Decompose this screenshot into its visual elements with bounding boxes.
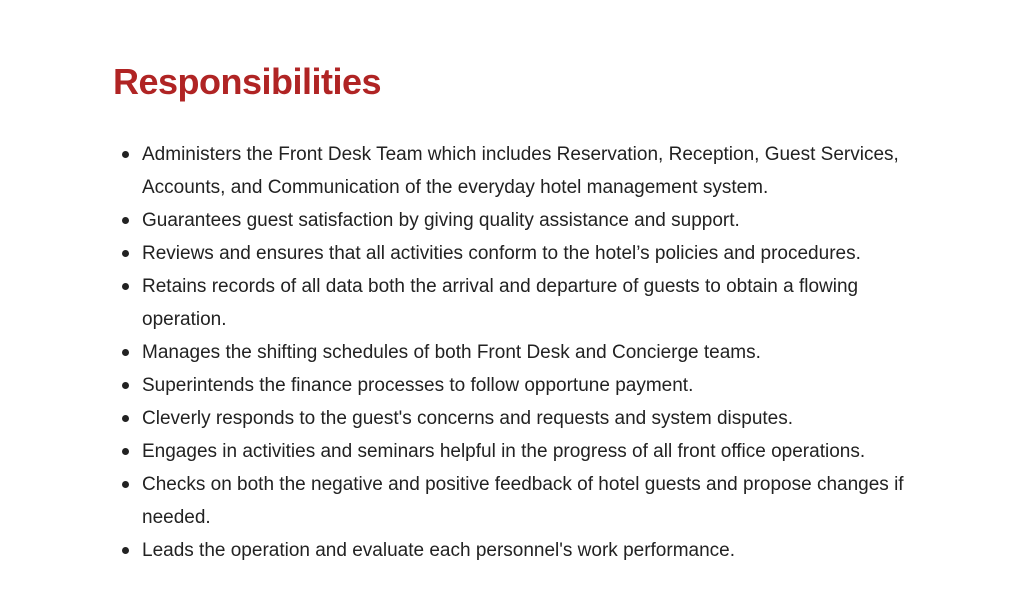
list-item bbox=[142, 336, 917, 369]
list-item bbox=[142, 435, 917, 468]
list-item bbox=[142, 468, 917, 534]
bullet-icon bbox=[122, 151, 129, 158]
list-item-text: Reviews and ensures that all activities conform to the hotel’s policies and procedures. bbox=[142, 243, 861, 264]
list-item-text: Administers the Front Desk Team which includes Reservation, Reception, Guest Services, Accounts, and Communication of the everyday hotel management system. bbox=[142, 144, 899, 198]
bullet-icon bbox=[122, 547, 129, 554]
bullet-icon bbox=[122, 415, 129, 422]
list-item-text: Engages in activities and seminars helpful in the progress of all front office operations. bbox=[142, 441, 866, 462]
bullet-icon bbox=[122, 283, 129, 290]
bullet-icon bbox=[122, 217, 129, 224]
list-item bbox=[142, 369, 917, 402]
list-item-text: Guarantees guest satisfaction by giving quality assistance and support. bbox=[142, 210, 740, 231]
list-item bbox=[142, 138, 917, 204]
section-title: Responsibilities bbox=[113, 61, 382, 102]
bullet-icon bbox=[122, 349, 129, 356]
list-item bbox=[142, 204, 917, 237]
bullet-icon bbox=[122, 481, 129, 488]
bullet-icon bbox=[122, 382, 129, 389]
list-item-text: Manages the shifting schedules of both Front Desk and Concierge teams. bbox=[142, 342, 761, 363]
list-item bbox=[142, 402, 917, 435]
bullet-icon bbox=[122, 448, 129, 455]
list-item-text: Superintends the finance processes to follow opportune payment. bbox=[142, 375, 694, 396]
list-item-text: Leads the operation and evaluate each personnel's work performance. bbox=[142, 540, 736, 561]
list-item bbox=[142, 270, 917, 336]
list-item bbox=[142, 534, 917, 567]
list-item-text: Checks on both the negative and positive feedback of hotel guests and propose changes if needed. bbox=[142, 474, 904, 528]
bullet-icon bbox=[122, 250, 129, 257]
list-item-text: Retains records of all data both the arrival and departure of guests to obtain a flowing operation. bbox=[142, 276, 859, 330]
responsibilities-list bbox=[142, 138, 917, 567]
list-item bbox=[142, 237, 917, 270]
list-item-text: Cleverly responds to the guest's concerns and requests and system disputes. bbox=[142, 408, 794, 429]
